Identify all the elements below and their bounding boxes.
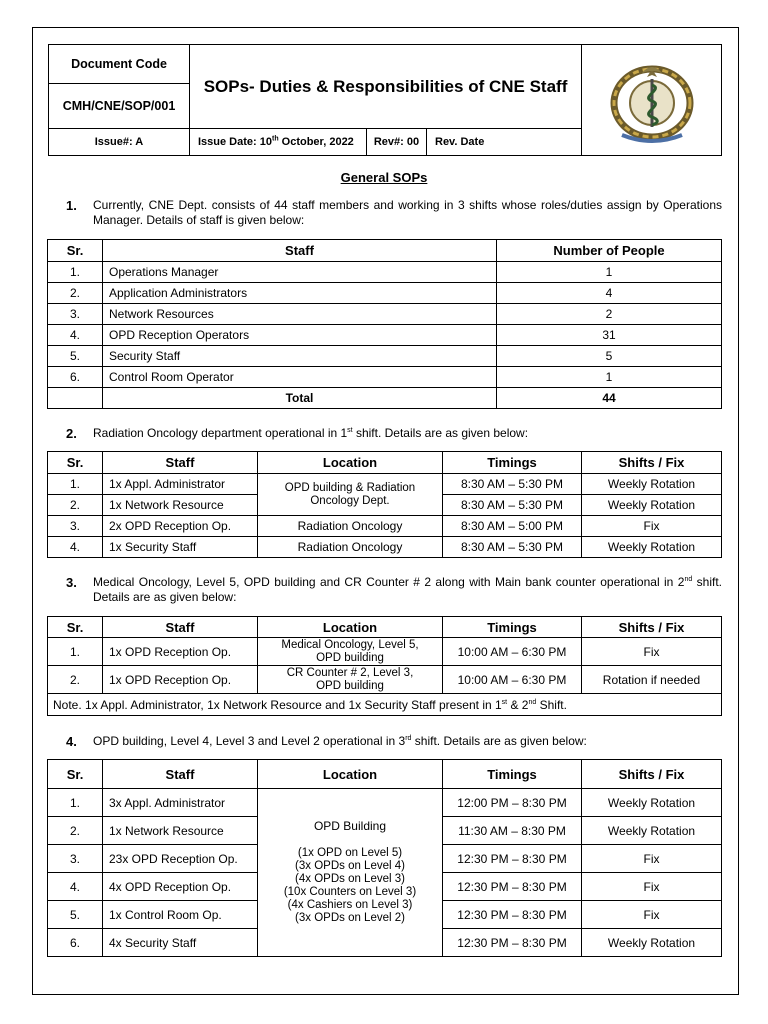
table-row: 3. 2x OPD Reception Op. Radiation Oncology 8:30 AM – 5:00 PM Fix	[48, 516, 722, 537]
table-row: 1. 1x OPD Reception Op. Medical Oncology, Level 5, OPD building 10:00 AM – 6:30 PM Fix	[48, 638, 722, 666]
doc-code-label: Document Code	[49, 45, 190, 84]
doc-code: CMH/CNE/SOP/001	[49, 84, 190, 129]
document-title: SOPs- Duties & Responsibilities of CNE Staff	[190, 45, 582, 129]
document-header	[48, 44, 722, 156]
table-row: 2. 1x OPD Reception Op. CR Counter # 2, Level 3, OPD building 10:00 AM – 6:30 PM Rotation if needed	[48, 666, 722, 694]
table-row: 1. 1x Appl. Administrator OPD building & Radiation Oncology Dept. 8:30 AM – 5:30 PM Weekly Rotation	[48, 474, 722, 495]
section-1-text: 1. Currently, CNE Dept. consists of 44 staff members and working in 3 shifts whose roles/duties assign by Operations Manager. Details of staff is given below:	[66, 198, 722, 227]
table-row: 2. 1x Network Resource 8:30 AM – 5:30 PM Weekly Rotation	[48, 495, 722, 516]
note-row: Note. 1x Appl. Administrator, 1x Network Resource and 1x Security Staff present in 1st & 2nd Shift.	[48, 694, 722, 716]
table-row: 4. OPD Reception Operators 31	[48, 325, 722, 346]
merged-location: OPD Building (1x OPD on Level 5) (3x OPDs on Level 4) (4x OPDs on Level 3) (10x Counters on Level 3) (4x Cashiers on Level 3) (3x OPDs on Level 2)	[258, 789, 443, 957]
revision-number: Rev#: 00	[367, 129, 427, 156]
table-row: 1. 3x Appl. Administrator OPD Building (1x OPD on Level 5) (3x OPDs on Level 4) (4x OPDs on Level 3) (10x Counters on Level 3) (4x Cashiers on Level 3) (3x OPDs on Level 2) 12:00 PM – 8:30 PM Weekly Rotation	[48, 789, 722, 817]
section-3-text: 3. Medical Oncology, Level 5, OPD building and CR Counter # 2 along with Main bank counter operational in 2nd shift. Details are as given below:	[66, 575, 722, 604]
table-row: 3. Network Resources 2	[48, 304, 722, 325]
section-heading: General SOPs	[340, 170, 428, 185]
section-4-text: 4. OPD building, Level 4, Level 3 and Level 2 operational in 3rd shift. Details are as given below:	[66, 734, 587, 749]
table-row: 5. Security Staff 5	[48, 346, 722, 367]
table-row: 5. 1x Control Room Op. 12:30 PM – 8:30 PM Fix	[48, 901, 722, 929]
table-row: 2. 1x Network Resource 11:30 AM – 8:30 PM Weekly Rotation	[48, 817, 722, 845]
table-row: 4. 4x OPD Reception Op. 12:30 PM – 8:30 PM Fix	[48, 873, 722, 901]
table-row: 1. Operations Manager 1	[48, 262, 722, 283]
shift-2-table: Sr. Staff Location Timings Shifts / Fix 1. 1x OPD Reception Op. Medical Oncology, Level 5, OPD building 10:00 AM – 6:30 PM Fix 2. 1x OPD Reception Op. CR Counter # 2, Level 3, OPD building 10:00 AM – 6:30 PM Rotation if needed Note. 1x Appl. Administrator, 1x Network Resource and 1x Security Staff present in 1st & 2nd Shift.	[47, 616, 722, 716]
staff-summary-table: Sr. Staff Number of People 1. Operations Manager 1 2. Application Administrators 4 3. Network Resources 2 4. OPD Reception Operators 31 5. Security Staff 5 6. Control Room Operator 1 Total 44	[47, 239, 722, 409]
logo-cell	[582, 45, 722, 156]
table-row: 6. Control Room Operator 1	[48, 367, 722, 388]
shift-1-table: Sr. Staff Location Timings Shifts / Fix 1. 1x Appl. Administrator OPD building & Radiation Oncology Dept. 8:30 AM – 5:30 PM Weekly Rotation 2. 1x Network Resource 8:30 AM – 5:30 PM Weekly Rotation 3. 2x OPD Reception Op. Radiation Oncology 8:30 AM – 5:00 PM Fix 4. 1x Security Staff Radiation Oncology 8:30 AM – 5:30 PM Weekly Rotation	[47, 451, 722, 558]
issue-date: Issue Date: 10th October, 2022	[190, 129, 367, 156]
issue-number: Issue#: A	[49, 129, 190, 156]
total-row: Total 44	[48, 388, 722, 409]
revision-date: Rev. Date	[427, 129, 582, 156]
table-row: 3. 23x OPD Reception Op. 12:30 PM – 8:30 PM Fix	[48, 845, 722, 873]
section-2-text: 2. Radiation Oncology department operational in 1st shift. Details are as given below:	[66, 426, 529, 441]
table-row: 4. 1x Security Staff Radiation Oncology 8:30 AM – 5:30 PM Weekly Rotation	[48, 537, 722, 558]
medical-corps-emblem	[602, 51, 702, 147]
merged-location: OPD building & Radiation Oncology Dept.	[258, 474, 443, 516]
shift-3-table: Sr. Staff Location Timings Shifts / Fix 1. 3x Appl. Administrator OPD Building (1x OPD on Level 5) (3x OPDs on Level 4) (4x OPDs on Level 3) (10x Counters on Level 3) (4x Cashiers on Level 3) (3x OPDs on Level 2) 12:00 PM – 8:30 PM Weekly Rotation 2. 1x Network Resource 11:30 AM – 8:30 PM Weekly Rotation 3. 23x OPD Reception Op. 12:30 PM – 8:30 PM Fix 4. 4x OPD Reception Op. 12:30 PM – 8:30 PM Fix 5. 1x Control Room Op. 12:30 PM – 8:30 PM Fix 6. 4x Security Staff 12:30 PM – 8:30 PM Weekly Rotation	[47, 759, 722, 957]
table-row: 6. 4x Security Staff 12:30 PM – 8:30 PM Weekly Rotation	[48, 929, 722, 957]
table-row: 2. Application Administrators 4	[48, 283, 722, 304]
